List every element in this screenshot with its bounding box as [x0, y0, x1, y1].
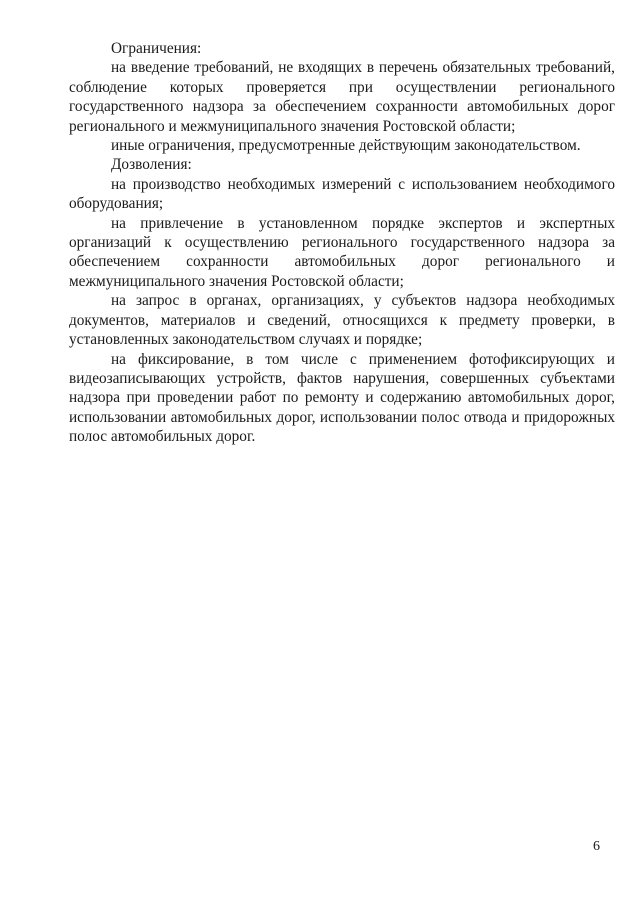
permission-paragraph: на производство необходимых измерений с использованием необходимого оборудования;	[69, 175, 615, 213]
restriction-paragraph: иные ограничения, предусмотренные действующим законодательством.	[111, 137, 581, 155]
document-body	[69, 39, 615, 447]
restriction-paragraph: на введение требований, не входящих в перечень обязательных требований, соблюдение которых проверяется при осуществлении регионального государственного надзора за обеспечением сохранности автомобильных дорог регионального и межмуниципального значения Ростовской области;	[69, 59, 615, 135]
heading-restrictions: Ограничения:	[111, 40, 202, 57]
permission-paragraph: на запрос в органах, организациях, у субъектов надзора необходимых документов, материалов и сведений, относящихся к предмету проверки, в установленных законодательством случаях и порядке;	[69, 292, 615, 349]
permission-paragraph: на фиксирование, в том числе с применением фотофиксирующих и видеозаписывающих устройств, фактов нарушения, совершенных субъектами надзора при проведении работ по ремонту и содержанию автомобильных дорог, использовании автомобильных дорог, использовании полос отвода и придорожных полос автомобильных дорог.	[69, 350, 615, 446]
permission-paragraph: на привлечение в установленном порядке экспертов и экспертных организаций к осуществлению регионального государственного надзора за обеспечением сохранности автомобильных дорог регионального и межмуниципального значения Ростовской области;	[69, 214, 615, 290]
page-number: 6	[593, 839, 600, 854]
heading-permissions: Дозволения:	[111, 156, 192, 174]
